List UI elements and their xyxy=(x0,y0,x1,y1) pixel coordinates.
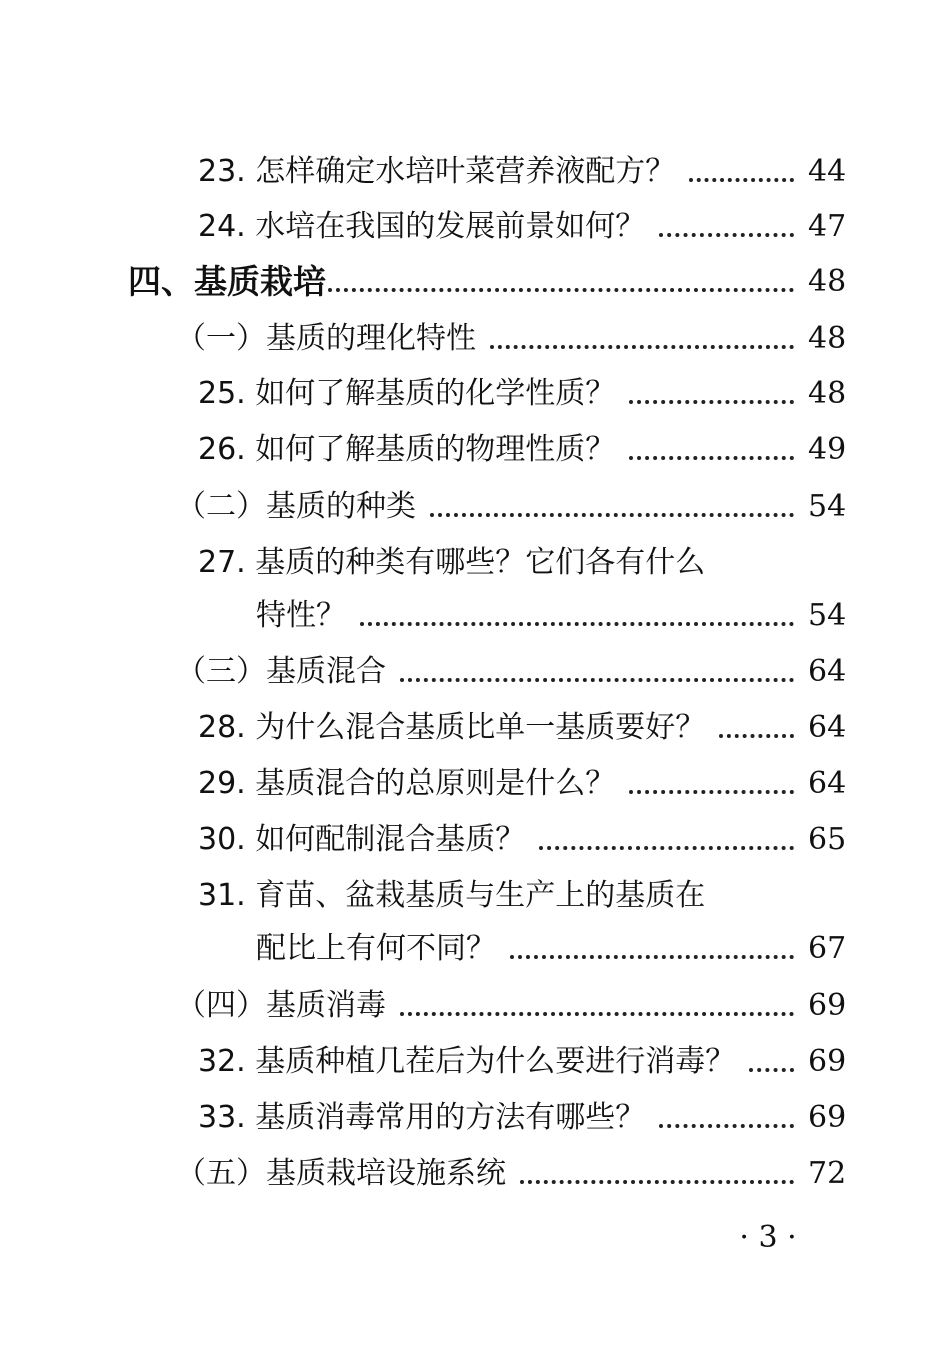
toc-entry-page: 54 xyxy=(808,489,847,524)
page-number: · 3 · xyxy=(739,1220,797,1255)
toc-section-label: （四）基质消毒 xyxy=(176,988,386,1023)
toc-entry-label: 27. 基质的种类有哪些？它们各有什么 xyxy=(198,545,706,580)
toc-entry-33[interactable] xyxy=(198,1096,847,1140)
dot-leader xyxy=(520,1180,794,1184)
toc-entry-page: 64 xyxy=(808,710,847,745)
toc-entry-label: 25. 如何了解基质的化学性质？ xyxy=(198,376,616,411)
toc-entry-25[interactable] xyxy=(198,372,847,416)
toc-section-3[interactable] xyxy=(176,650,847,694)
toc-section-5[interactable] xyxy=(176,1152,847,1196)
toc-entry-label: 31. 育苗、盆栽基质与生产上的基质在 xyxy=(198,878,706,913)
dot-leader xyxy=(659,233,794,237)
toc-entry-28[interactable] xyxy=(198,706,847,750)
dot-leader xyxy=(490,345,794,349)
dot-leader xyxy=(430,513,794,517)
toc-section-2[interactable] xyxy=(176,485,847,529)
dot-leader xyxy=(629,400,794,404)
toc-entry-page: 48 xyxy=(808,264,847,299)
toc-section-label: （五）基质栽培设施系统 xyxy=(176,1156,506,1191)
toc-entry-label: 23. 怎样确定水培叶菜营养液配方？ xyxy=(198,154,676,189)
toc-section-label: （二）基质的种类 xyxy=(176,489,416,524)
toc-entry-label: 30. 如何配制混合基质？ xyxy=(198,822,526,857)
dot-leader xyxy=(400,1012,794,1016)
toc-entry-page: 67 xyxy=(808,931,847,966)
dot-leader xyxy=(400,678,794,682)
toc-entry-page: 69 xyxy=(808,988,847,1023)
toc-entry-24[interactable] xyxy=(198,205,847,249)
dot-leader xyxy=(510,955,794,959)
toc-section-1[interactable] xyxy=(176,317,847,361)
toc-chapter-label: 四、基质栽培 xyxy=(128,262,326,301)
toc-entry-27-line1[interactable] xyxy=(198,541,705,585)
toc-entry-label: 特性？ xyxy=(256,598,346,633)
toc-entry-30[interactable] xyxy=(198,818,847,862)
toc-entry-32[interactable] xyxy=(198,1040,847,1084)
toc-entry-29[interactable] xyxy=(198,762,847,806)
toc-entry-page: 65 xyxy=(808,822,847,857)
dot-leader xyxy=(360,622,794,626)
dot-leader xyxy=(328,288,794,292)
dot-leader xyxy=(689,178,794,182)
dot-leader xyxy=(629,456,794,460)
toc-entry-page: 44 xyxy=(808,154,847,189)
toc-entry-page: 47 xyxy=(808,209,847,244)
toc-section-label: （一）基质的理化特性 xyxy=(176,321,476,356)
toc-entry-31-line1[interactable] xyxy=(198,874,705,918)
toc-chapter-4[interactable] xyxy=(128,260,847,304)
toc-entry-page: 64 xyxy=(808,654,847,689)
dot-leader xyxy=(659,1124,794,1128)
toc-entry-page: 54 xyxy=(808,598,847,633)
toc-entry-23[interactable] xyxy=(198,150,847,194)
dot-leader xyxy=(749,1068,794,1072)
toc-entry-label: 28. 为什么混合基质比单一基质要好？ xyxy=(198,710,706,745)
toc-entry-label: 29. 基质混合的总原则是什么？ xyxy=(198,766,616,801)
toc-entry-page: 64 xyxy=(808,766,847,801)
toc-entry-page: 48 xyxy=(808,321,847,356)
dot-leader xyxy=(629,790,794,794)
toc-entry-label: 32. 基质种植几茬后为什么要进行消毒？ xyxy=(198,1044,736,1079)
toc-entry-page: 69 xyxy=(808,1044,847,1079)
toc-section-label: （三）基质混合 xyxy=(176,654,386,689)
toc-entry-label: 配比上有何不同？ xyxy=(256,931,496,966)
toc-entry-26[interactable] xyxy=(198,428,847,472)
toc-entry-page: 48 xyxy=(808,376,847,411)
toc-entry-label: 33. 基质消毒常用的方法有哪些？ xyxy=(198,1100,646,1135)
toc-entry-label: 26. 如何了解基质的物理性质？ xyxy=(198,432,616,467)
toc-entry-page: 72 xyxy=(808,1156,847,1191)
toc-entry-label: 24. 水培在我国的发展前景如何？ xyxy=(198,209,646,244)
toc-entry-27-line2[interactable] xyxy=(256,594,847,638)
toc-entry-page: 69 xyxy=(808,1100,847,1135)
toc-section-4[interactable] xyxy=(176,984,847,1028)
toc-entry-page: 49 xyxy=(808,432,847,467)
dot-leader xyxy=(539,846,794,850)
toc-entry-31-line2[interactable] xyxy=(256,927,847,971)
dot-leader xyxy=(719,734,794,738)
